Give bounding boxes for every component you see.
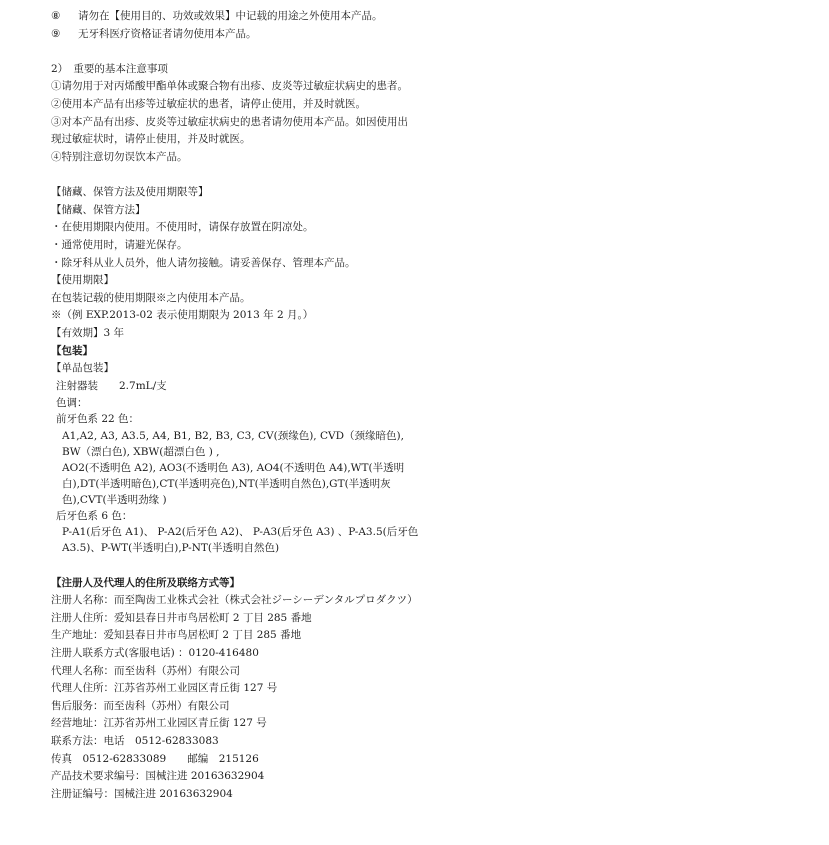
agent-name: 代理人名称：而至齿科（苏州）有限公司 <box>51 665 240 677</box>
precaution-line: ①请勿用于对丙烯酸甲酯单体或聚合物有出疹、皮炎等过敏症状病史的患者。 <box>51 80 408 92</box>
syringe-spec: 注射器装 2.7mL/支 <box>56 380 167 392</box>
precaution-line: ④特别注意切勿误饮本产品。 <box>51 151 188 163</box>
validity: 【有效期】3 年 <box>51 327 125 339</box>
item-number: ⑧ <box>51 10 61 22</box>
warning-item-9: 无牙科医疗资格证者请勿使用本产品。 <box>78 28 257 40</box>
precaution-line: ②使用本产品有出疹等过敏症状的患者，请停止使用，并及时就医。 <box>51 98 366 110</box>
front-shades-line: 白),DT(半透明暗色),CT(半透明亮色),NT(半透明自然色),GT(半透明灰 <box>62 478 391 490</box>
precaution-line: ③对本产品有出疹、皮炎等过敏症状病史的患者请勿使用本产品。如因使用出 <box>51 116 408 128</box>
unit-packaging-heading: 【单品包装】 <box>51 362 114 374</box>
period-text: 在包装记载的使用期限※之内使用本产品。 <box>51 292 251 304</box>
item-number: ⑨ <box>51 28 61 40</box>
front-shades-line: 色),CVT(半透明劲缘 ) <box>62 494 167 506</box>
contact-phone: 联系方法：电话 0512-62833083 <box>51 735 219 747</box>
period-note: ※（例 EXP.2013-02 表示使用期限为 2013 年 2 月。） <box>51 309 314 321</box>
precaution-line: 现过敏症状时，请停止使用，并及时就医。 <box>51 133 251 145</box>
storage-item: ・通常使用时，请避光保存。 <box>51 239 188 251</box>
storage-item: ・除牙科从业人员外，他人请勿接触。请妥善保存、管理本产品。 <box>51 257 356 269</box>
registrant-name: 注册人名称：而至陶齿工业株式会社（株式会社ジーシーデンタルプロダクツ） <box>51 594 418 606</box>
after-sales: 售后服务：而至齿科（苏州）有限公司 <box>51 700 230 712</box>
back-shades-line: P-A1(后牙色 A1)、 P-A2(后牙色 A2)、 P-A3(后牙色 A3) 、P-A3.5(后牙色 <box>62 526 419 538</box>
storage-heading: 【储藏、保管方法及使用期限等】 <box>51 186 209 198</box>
color-label: 色调： <box>56 397 88 409</box>
period-heading: 【使用期限】 <box>51 274 114 286</box>
storage-subheading: 【储藏、保管方法】 <box>51 204 146 216</box>
front-shades-heading: 前牙色系 22 色： <box>56 413 140 425</box>
business-address: 经营地址：江苏省苏州工业园区青丘街 127 号 <box>51 717 267 729</box>
registration-number: 注册证编号：国械注进 20163632904 <box>51 788 233 800</box>
production-address: 生产地址：爱知县春日井市鸟居松町 2 丁目 285 番地 <box>51 629 302 641</box>
agent-address: 代理人住所：江苏省苏州工业园区青丘街 127 号 <box>51 682 278 694</box>
registrant-address: 注册人住所：爱知县春日井市鸟居松町 2 丁目 285 番地 <box>51 612 312 624</box>
back-shades-heading: 后牙色系 6 色： <box>56 510 133 522</box>
registrant-heading: 【注册人及代理人的住所及联络方式等】 <box>51 577 240 589</box>
registrant-contact: 注册人联系方式(客服电话) ：0120-416480 <box>51 647 259 659</box>
tech-requirement-number: 产品技术要求编号：国械注进 20163632904 <box>51 770 265 782</box>
precautions-heading: 2） 重要的基本注意事项 <box>51 63 168 75</box>
packaging-heading: 【包装】 <box>51 345 93 357</box>
front-shades-line: BW（漂白色), XBW(超漂白色 ) , <box>62 446 220 458</box>
fax-postcode: 传真 0512-62833089 邮编 215126 <box>51 753 259 765</box>
front-shades-line: A1,A2, A3, A3.5, A4, B1, B2, B3, C3, CV(颈缘色), CVD（颈缘暗色), <box>62 430 404 442</box>
warning-item-8: 请勿在【使用目的、功效或效果】中记载的用途之外使用本产品。 <box>78 10 383 22</box>
front-shades-line: AO2(不透明色 A2), AO3(不透明色 A3), AO4(不透明色 A4),WT(半透明 <box>62 462 405 474</box>
back-shades-line: A3.5)、P-WT(半透明白),P-NT(半透明自然色) <box>62 542 280 554</box>
storage-item: ・在使用期限内使用。不使用时，请保存放置在阴凉处。 <box>51 221 314 233</box>
